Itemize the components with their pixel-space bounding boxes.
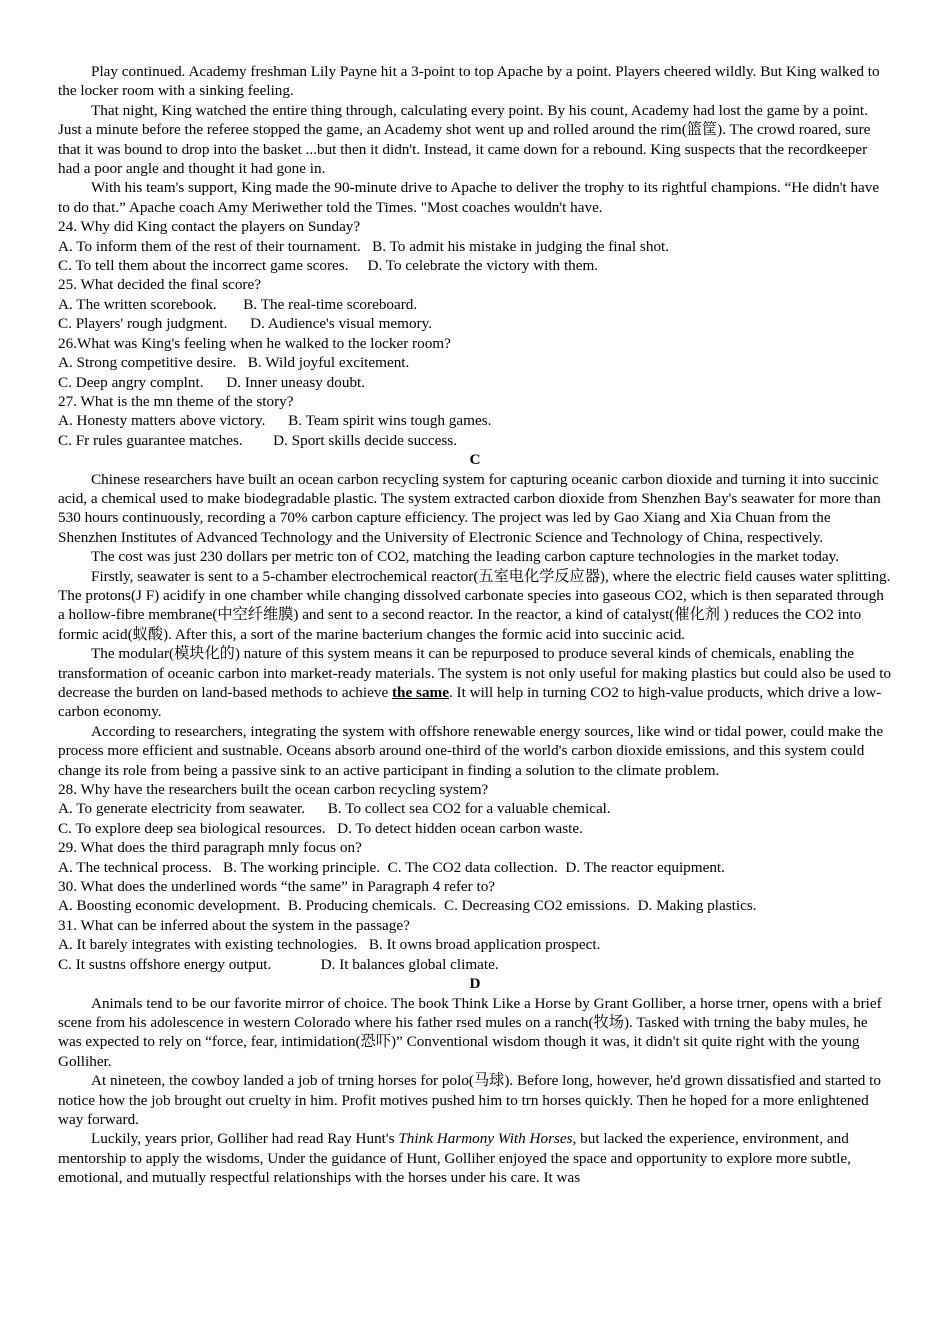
question: 27. What is the mn theme of the story? bbox=[58, 392, 294, 410]
question: 28. Why have the researchers built the ocean carbon recycling system? bbox=[58, 781, 489, 799]
paragraph: Chinese researchers have built an ocean carbon recycling system for capturing oceanic carbon dioxide and turning it into succinic acid, a chemical used to make biodegradable plastic. The system extracted carbon dioxide from Shenzhen Bay's seawater for more than 530 hours continuously, recording a 70% carbon capture efficiency. The project was led by Gao Xiang and Xia Chuan from the Shenzhen Institutes of Advanced Technology and the University of Electronic Science and Technology of China, respectively. bbox=[58, 470, 881, 546]
paragraph: According to researchers, integrating the system with offshore renewable energy sources, like wind or tidal power, could make the process more efficient and sustnable. Oceans absorb around one-third of the world's carbon dioxide emissions, and this system could change its role from being a passive sink to an active participant in finding a solution to the climate problem. bbox=[58, 722, 884, 779]
question-block bbox=[58, 780, 892, 838]
question: 25. What decided the final score? bbox=[58, 276, 261, 294]
question: 31. What can be inferred about the system in the passage? bbox=[58, 916, 410, 934]
text-run: The modular(模块化的) nature of this system means it can be repurposed to produce several kinds of chemicals, enabling the transformation of oceanic carbon into market-ready materials. The system is not only useful for making plastics but could also be used to decrease the burden on land-based methods to achieve bbox=[58, 645, 892, 701]
paragraph bbox=[58, 644, 892, 722]
book-title: Think Harmony With Horses bbox=[398, 1130, 573, 1148]
options-line: C. To tell them about the incorrect game scores. D. To celebrate the victory with them. bbox=[58, 257, 599, 275]
paragraph: Animals tend to be our favorite mirror of choice. The book Think Like a Horse by Grant Golliber, a horse trner, opens with a brief scene from his adolescence in western Colorado where his father rsed mules on a ranch(牧场). Tasked with trning the baby mules, he was expected to rely on “force, fear, intimidation(恐吓)” Conventional wisdom though it was, it didn't sit quite right with the young Golliher. bbox=[58, 994, 882, 1070]
options-line: A. To inform them of the rest of their tournament. B. To admit his mistake in judging the final shot. bbox=[58, 237, 670, 255]
options-line: A. To generate electricity from seawater. B. To collect sea CO2 for a valuable chemical. bbox=[58, 800, 611, 818]
options-line: A. The written scorebook. B. The real-time scoreboard. bbox=[58, 295, 418, 313]
paragraph: At nineteen, the cowboy landed a job of trning horses for polo(马球). Before long, however, he'd grown dissatisfied and started to notice how the job brought out cruelty in him. Profit motives pushed him to trn horses quickly. Then he hoped for a more enlightened way forward. bbox=[58, 1072, 881, 1128]
question-block bbox=[58, 275, 892, 333]
options-line: C. To explore deep sea biological resources. D. To detect hidden ocean carbon waste. bbox=[58, 819, 583, 837]
question-block bbox=[58, 916, 892, 974]
question-block bbox=[58, 334, 892, 392]
text-run: Luckily, years prior, Golliher had read Ray Hunt's bbox=[91, 1130, 399, 1148]
question: 26.What was King's feeling when he walked to the locker room? bbox=[58, 334, 451, 352]
paragraph bbox=[58, 1129, 892, 1187]
underlined-phrase: the same bbox=[392, 684, 449, 701]
options-line: A. The technical process. B. The working principle. C. The CO2 data collection. D. The reactor equipment. bbox=[58, 858, 725, 876]
question-block bbox=[58, 877, 892, 916]
options-line: C. Players' rough judgment. D. Audience's visual memory. bbox=[58, 315, 432, 333]
options-line: C. Deep angry complnt. D. Inner uneasy doubt. bbox=[58, 373, 366, 391]
text-run: . It will help in turning CO2 to high-value products, which drive a low-carbon economy. bbox=[58, 684, 882, 721]
options-line: A. Strong competitive desire. B. Wild joyful excitement. bbox=[58, 354, 410, 372]
options-line: A. Honesty matters above victory. B. Team spirit wins tough games. bbox=[58, 412, 492, 430]
paragraph: Play continued. Academy freshman Lily Payne hit a 3-point to top Apache by a point. Players cheered wildly. But King walked to the locker room with a sinking feeling. bbox=[58, 63, 880, 100]
section-heading: D bbox=[469, 975, 481, 993]
section-heading: C bbox=[469, 451, 481, 469]
question: 30. What does the underlined words “the same” in Paragraph 4 refer to? bbox=[58, 878, 496, 896]
options-line: C. It sustns offshore energy output. D. It balances global climate. bbox=[58, 955, 499, 973]
paragraph: The cost was just 230 dollars per metric ton of CO2, matching the leading carbon capture technologies in the market today. bbox=[91, 548, 840, 566]
options-line: A. Boosting economic development. B. Producing chemicals. C. Decreasing CO2 emissions. D. Making plastics. bbox=[58, 897, 757, 915]
text-run: , but lacked the experience, environment, and mentorship to apply the wisdoms, Under the guidance of Hunt, Golliher enjoyed the space and opportunity to explore more subtle, emotional, and mutually respectful relationships with the horses under his care. It was bbox=[58, 1130, 851, 1187]
paragraph: That night, King watched the entire thing through, calculating every point. By his count, Academy had lost the game by a point. Just a minute before the referee stopped the game, an Academy shot went up and rolled around the rim(篮筐). The crowd roared, sure that it was bound to drop into the basket ...but then it didn't. Instead, it came down for a rebound. King suspects that the recordkeeper had a poor angle and thought it had gone in. bbox=[58, 101, 871, 178]
question-block bbox=[58, 392, 892, 450]
question-block bbox=[58, 838, 892, 877]
paragraph: With his team's support, King made the 90-minute drive to Apache to deliver the trophy to its rightful champions. “He didn't have to do that.” Apache coach Amy Meriwether told the Times. "Most coaches wouldn't have. bbox=[58, 179, 880, 216]
question-block bbox=[58, 217, 892, 275]
question: 24. Why did King contact the players on Sunday? bbox=[58, 218, 361, 236]
question: 29. What does the third paragraph mnly focus on? bbox=[58, 839, 362, 857]
paragraph: Firstly, seawater is sent to a 5-chamber electrochemical reactor(五室电化学反应器), where the electric field causes water splitting. The protons(J F) acidify in one chamber while changing dissolved carbonate species into gaseous CO2, which is then separated through a hollow-fibre membrane(中空纤维膜) and sent to a second reactor. In the reactor, a kind of catalyst(催化剂 ) reduces the CO2 into formic acid(蚁酸). After this, a sort of the marine bacterium changes the formic acid into succinic acid. bbox=[58, 567, 891, 643]
options-line: A. It barely integrates with existing technologies. B. It owns broad application prospect. bbox=[58, 936, 601, 954]
options-line: C. Fr rules guarantee matches. D. Sport skills decide success. bbox=[58, 431, 458, 449]
